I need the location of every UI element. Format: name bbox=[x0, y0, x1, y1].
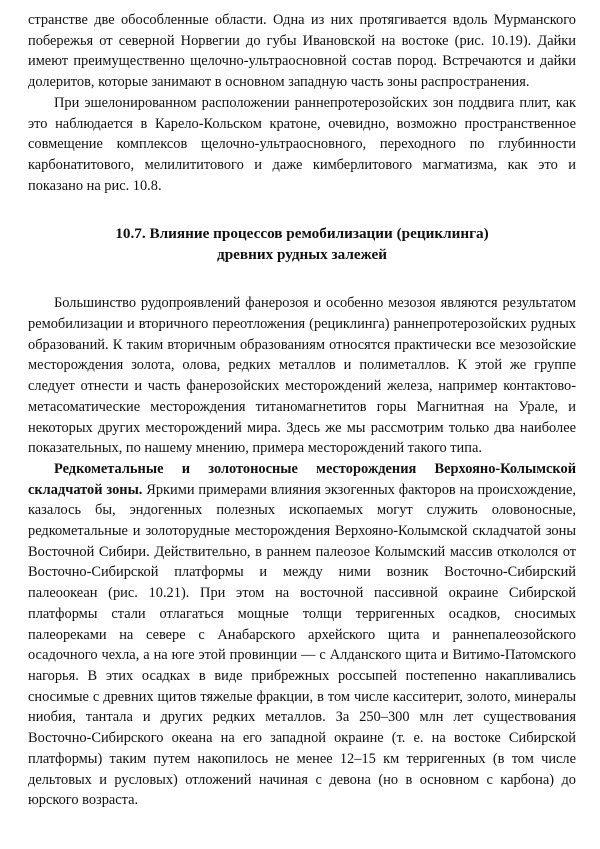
paragraph-echelon-zones: При эшелонированном расположении раннепротерозойских зон поддвига плит, как это наблюдается в Карело-Кольском кратоне, очевидно, возможно пространственное совмещение комплексов щелочно-ультраосновного, переходного по глубинности карбонатитового, мелилититового и даже кимберлитового магматизма, как это и показано на рис. 10.8. bbox=[28, 94, 576, 194]
paragraph-continuation: странстве две обособленные области. Одна из них протягивается вдоль Мурманского побережья от северной Норвегии до губы Ивановской на востоке (рис. 10.19). Дайки имеют преимущественно щелочно-ультраосновной состав пород. Встречаются и дайки долеритов, которые занимают в основном западную часть зоны распространения. bbox=[28, 12, 576, 91]
paragraph-body: Яркими примерами влияния экзогенных факторов на происхождение, казалось бы, эндогенных полезных ископаемых могут служить оловоносные, редкометальные и золоторудные месторождения Верхояно-Колымской складчатой зоны Восточной Сибири. Действительно, в раннем палеозое Колымский массив откололся от Восточно-Сибирской платформы и между ними возник Восточно-Сибирский палеоокеан (рис. 10.21). При этом на восточной пассивной окраине Сибирской платформы стали отлагаться мощные толщи терригенных осадков, сносимых палеореками на севере с Анабарского архейского щита и раннепалеозойского осадочного чехла, а на юге этой провинции — с Алданского щита и Витимо-Патомского нагорья. В этих осадках в виде прибрежных россыпей постепенно накапливались сносимые с древних щитов тяжелые фракции, в том числе касситерит, золото, минералы ниобия, тантала и других редких металлов. За 250–300 млн лет существования Восточно-Сибирского океана на его западной окраине (т. е. на востоке Сибирской платформы) таким путем накопилось не менее 12–15 км терригенных (в том числе дельтовых и русловых) отложений начиная с девона (но в основном с карбона) до юрского возраста. bbox=[28, 481, 576, 809]
page-body bbox=[28, 10, 576, 811]
paragraph-recycling-intro: Большинство рудопроявлений фанерозоя и особенно мезозоя являются результатом ремобилизации и вторичного переотложения (рециклинга) раннепротерозойских рудных образований. К таким вторичным образованиям относятся практически все мезозойские месторождения золота, олова, редких металлов и полиметаллов. К этой же группе следует отнести и часть фанерозойских месторождений железа, например контактово-метасоматические месторождения титаномагнетитов горы Магнитная на Урале, и некоторых других месторождений мира. Здесь же мы рассмотрим только два наиболее показательных, по нашему мнению, примера месторождений такого типа. bbox=[28, 295, 576, 457]
section-heading-line-1: 10.7. Влияние процессов ремобилизации (рециклинга) bbox=[115, 225, 489, 243]
paragraph-verkhoyansk-kolyma bbox=[28, 459, 576, 811]
section-heading-line-2: древних рудных залежей bbox=[217, 246, 387, 264]
paragraph-bold-lead: Редкометальные и золотоносные месторождения Верхояно-Колымской складчатой зоны. bbox=[28, 460, 576, 498]
section-heading bbox=[28, 223, 576, 265]
